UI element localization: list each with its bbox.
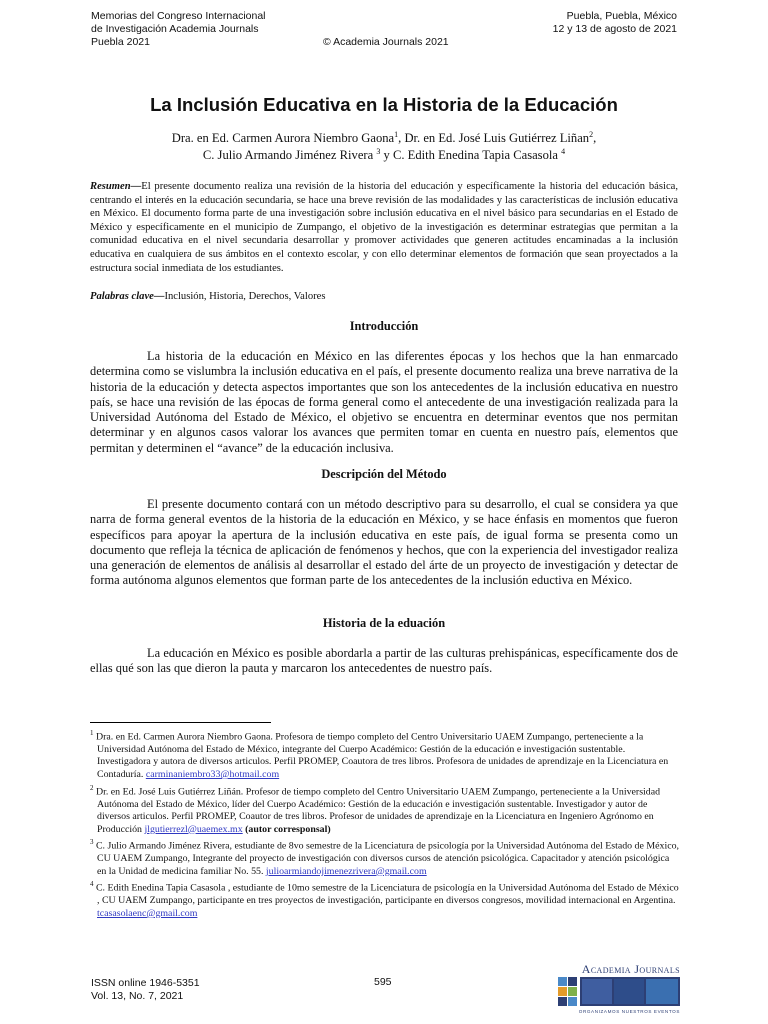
footnote-1 xyxy=(90,727,680,782)
footnote-text: Dr. en Ed. José Luis Gutiérrez Liñán. Profesor de tiempo completo del Centro Universitario UAEM Zumpango, perteneciente a la Universidad Autónoma del Estado de México, líder del Cuerpo Académico: Gestión de la educación e investigación sustentable. Investigador y autor de diversos articulos. Perfil PROMEP, Coautor de tres libros. Profesor de unidades de aprendizaje en la Licenciatura en Ingeniero Agrónomo en Producción xyxy=(93,785,661,835)
header-line: de Investigación Academia Journals xyxy=(91,23,259,35)
email-link[interactable]: julioarmiandojimenezrivera@gmail.com xyxy=(265,865,427,877)
footnote-2 xyxy=(90,782,680,837)
section-body-history: La educación en México es posible abordarla a partir de las culturas prehispánicas, específicamente dos de ellas qué son las que dieron la pauta y marcaron los antecedentes de nuestro país. xyxy=(90,646,678,676)
logo-wordmark: Academia Journals xyxy=(581,962,680,976)
footnote-ref: 2 xyxy=(589,129,594,139)
footnote-text: C. Edith Enedina Tapia Casasola , estudiante de 10mo semestre de la Licenciatura de psicología en la Universidad Autónoma del Estado de México , CU UAEM Zumpango, participante en tres proyectos de investigación, participante en diversos congresos, movilidad internacional en Argentina. xyxy=(93,882,679,907)
section-title-history: Historia de la eduación xyxy=(322,616,446,630)
author-name: C. Julio Armando Jiménez Rivera xyxy=(202,148,374,162)
footnote-number: 3 xyxy=(90,838,94,847)
page-number: 595 xyxy=(374,976,392,988)
section-title-method: Descripción del Método xyxy=(321,467,447,481)
email-link[interactable]: jlgutierrezl@uaemex.mx xyxy=(144,823,243,835)
author-separator: , xyxy=(398,131,405,145)
header-line: 12 y 13 de agosto de 2021 xyxy=(552,23,677,35)
header-line: Memorias del Congreso Internacional xyxy=(91,10,266,22)
volume-text: Vol. 13, No. 7, 2021 xyxy=(91,990,184,1002)
logo-tagline: ORGANIZAMOS NUESTROS EVENTOS xyxy=(578,1009,680,1014)
header-line: Puebla 2021 xyxy=(91,36,150,48)
header-line: Puebla, Puebla, México xyxy=(566,10,677,22)
academia-journals-logo xyxy=(558,962,680,1014)
running-header-right xyxy=(553,10,677,36)
author-line-1 xyxy=(0,130,768,147)
author-separator: y xyxy=(380,148,393,162)
paper-title: La Inclusión Educativa en la Historia de la Educación xyxy=(150,94,618,115)
footer-issn xyxy=(91,977,200,1003)
author-list xyxy=(0,130,768,164)
footnote-text: Dra. en Ed. Carmen Aurora Niembro Gaona. Profesora de tiempo completo del Centro Universitario UAEM Zumpango, perteneciente a la Universidad Autónoma del Estado de México, integrante del Cuerpo Académico: Gestión de la educación e investigación sustentable. Investigadora y autora de diversos articulos. Perfil PROMEP, Coautora de tres libros. Profesora de unidades de aprendizaje en la Licenciatura en Contaduría. xyxy=(93,731,669,781)
footnote-ref: 3 xyxy=(376,146,381,156)
email-link[interactable]: carminaniembro33@hotmail.com xyxy=(145,769,280,781)
footnote-number: 1 xyxy=(90,729,94,737)
author-name: Dra. en Ed. Carmen Aurora Niembro Gaona xyxy=(171,131,395,145)
author-line-2 xyxy=(0,147,768,164)
footnote-ref: 4 xyxy=(561,146,566,156)
footnote-number: 4 xyxy=(90,880,94,889)
keywords-label: Palabras clave— xyxy=(90,291,165,302)
abstract-label: Resumen— xyxy=(90,181,142,192)
keywords xyxy=(90,290,678,304)
email-link[interactable]: tcasasolaenc@gmail.com xyxy=(97,907,198,919)
keywords-text: Inclusión, Historia, Derechos, Valores xyxy=(164,291,326,302)
section-body-intro: La historia de la educación en México en las diferentes épocas y los hechos que la han enmarcado determina como se vislumbra la inclusión educativa en el país, el presente documento realiza una breve narrativa de la historia de la educación y detecta aspectos importantes que son los antecedentes de la inclusión educativa en nuestro país, se hace una revisión de las épocas de forma general como el antecedente de una investigación realizada para la Universidad Autónoma del Estado de México, el objetivo se encuentra en determinar eventos que nos permitan determinar y en algunos casos valorar los avances que permiten tomar en cuenta en nuestro país, elementos que permitan y determinen el “avance” de la educación inclusiva. xyxy=(90,349,678,455)
corresponding-author-note: (autor corresponsal) xyxy=(242,823,331,835)
issn-text: ISSN online 1946-5351 xyxy=(91,977,200,989)
footnotes xyxy=(90,727,680,921)
footnote-number: 2 xyxy=(90,783,94,792)
section-body-method: El presente documento contará con un método descriptivo para su desarrollo, el cual se considera ya que narra de forma general eventos de la historia de la educación en México, y se hace énfasis en momentos que fueron específicos para apoyar la apertura de la inclusión educativa en este país, de igual forma se presenta como un documento que refleja la técnica de aplicación de fenómenos y hechos, que con la experiencia del investigador realiza una generación de elementos de análisis al desarrollar el estado del árte de un proyecto de investigación y detectar de forma autónoma algunos elementos que forman parte de los antecedentes de la inclusión eductiva en México. xyxy=(90,497,678,588)
footnote-text: C. Julio Armando Jiménez Rivera, estudiante de 8vo semestre de la Licenciatura de psicología por la Universidad Autónoma del Estado de México, CU UAEM Zumpango, Integrante del proyecto de investigación con diversos cursos de atención psicológica. Capacitador y atención psicológica en la Unidad de medicina familiar No. 55. xyxy=(93,840,679,877)
author-separator: , xyxy=(593,131,597,145)
section-title-intro: Introducción xyxy=(349,319,419,333)
author-name: C. Edith Enedina Tapia Casasola xyxy=(392,148,558,162)
footnote-ref: 1 xyxy=(394,129,399,139)
author-name: Dr. en Ed. José Luis Gutiérrez Liñan xyxy=(404,131,590,145)
abstract xyxy=(90,180,678,275)
footnote-divider xyxy=(90,722,271,723)
logo-mosaic-icon xyxy=(558,977,680,1014)
footnote-4 xyxy=(90,878,680,920)
running-header-center: © Academia Journals 2021 xyxy=(323,36,449,48)
running-header-left xyxy=(91,10,266,49)
abstract-text: El presente documento realiza una revisión de la historia del educación y específicamente la historia del educación básica, centrando el interés en la educación secundaria, se hace una breve revisión de las modalidades y las características de inclusión educativa en México. El documento forma parte de una investigación sobre inclusión educativa en el nivel básico para secundarias en el Estado de México y específicamente en el municipio de Zumpango, el objetivo de la investigación es determinar estrategias que permitan a la comunidad educativa en el nivel secundaria desarrollar y promover actividades que generen actitudes encaminadas a la inclusión educativa en cualquiera de sus ámbitos en el contexto escolar, y con ello determinar elementos de formación que sean proyectados a la estructura social inmediata de los estudiantes. xyxy=(90,181,678,274)
footnote-3 xyxy=(90,836,680,878)
